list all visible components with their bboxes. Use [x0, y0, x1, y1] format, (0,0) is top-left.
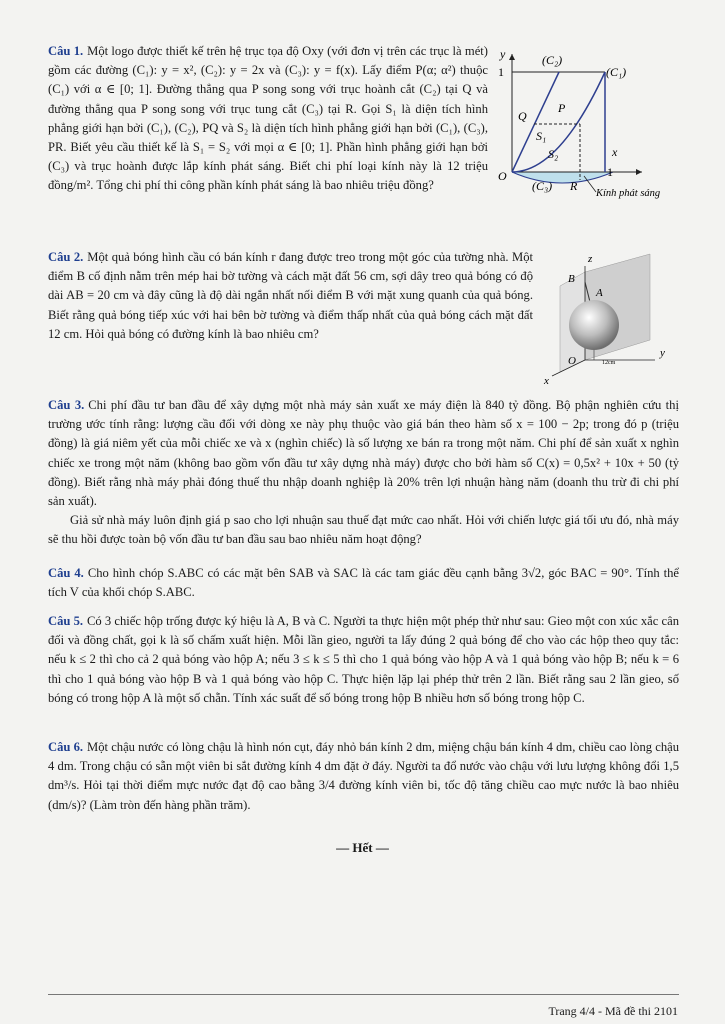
question-3-label: Câu 3. [48, 398, 85, 412]
question-2-label: Câu 2. [48, 250, 84, 264]
fig2-z-label: z [588, 253, 593, 265]
question-4 [48, 564, 679, 602]
fig1-s2-label: S₂ [548, 147, 559, 161]
end-marker: — Hết — [336, 840, 389, 855]
fig1-y-label: y [500, 47, 506, 61]
fig1-q-label: Q [518, 109, 527, 123]
logo-figure [492, 44, 682, 204]
page-footer: Trang 4/4 - Mã đề thi 2101 [548, 1004, 678, 1018]
fig2-measure-label: 12cm [602, 360, 616, 366]
fig1-tick-1-x: 1 [607, 165, 613, 179]
question-2-text: Một quả bóng hình cầu có bán kính r đang được treo trong một góc của tường nhà. Một điểm B cố định nằm trên mép hai bờ tường và cách mặt đất 56 cm, sợi dây treo quả bóng có độ dài AB = 20 cm và đây cũng là độ dài ngắn nhất nối điểm B với mặt xung quanh của quả bóng. Biết rằng quả bóng tiếp xúc với hai bên bờ tường và điểm thấp nhất của quả bóng cách mặt đất 12 cm. Hỏi quả bóng có đường kính là bao nhiêu cm? [48, 250, 533, 341]
fig2-o-label: O [568, 355, 576, 367]
question-3-text-1: Chi phí đầu tư ban đầu để xây dựng một nhà máy sản xuất xe máy điện là 840 tỷ đồng. Bộ phận nghiên cứu thị trường ước tính rằng: lượng cầu đối với dòng xe này phụ thuộc vào giá bán theo hàm số x = 100 − 2p; trong đó p (triệu đồng) là giá niêm yết của mỗi chiếc xe và x (nghìn chiếc) là số lượng xe bán ra trong một năm. Chi phí để sản xuất x nghìn chiếc xe trong một năm (không bao gồm vốn đầu tư xây dựng nhà máy) được cho bởi hàm số C(x) = 0,5x² + 10x + 50 (tỷ đồng). Biết rằng nhà máy phải đóng thuế thu nhập doanh nghiệp là 20% trên lợi nhuận hàng năm (doanh thu trừ đi chi phí sản xuất). [48, 398, 679, 509]
question-6 [48, 738, 679, 815]
ball-figure [530, 252, 690, 387]
question-1 [48, 42, 488, 196]
question-3-text-2: Giả sử nhà máy luôn định giá p sao cho lợi nhuận sau thuế đạt mức cao nhất. Hỏi với chiến lược giá tối ưu đó, nhà máy sẽ thu hồi được toàn bộ vốn đầu tư ban đầu sau bao nhiêu năm hoạt động? [48, 513, 679, 547]
fig1-c1-label: (C₁) [606, 65, 627, 79]
glass-region [512, 172, 613, 183]
fig1-c3-label: (C₃) [532, 179, 553, 193]
question-5 [48, 612, 679, 708]
fig2-b-label: B [568, 273, 575, 285]
fig1-s1-label: S₁ [536, 129, 547, 143]
question-1-label: Câu 1. [48, 44, 84, 58]
fig1-c2-label: (C₂) [542, 53, 563, 67]
footer-rule [48, 994, 679, 995]
y-axis-arrow [509, 54, 515, 60]
fig1-glass-label: Kính phát sáng [596, 188, 661, 199]
fig2-y-label: y [660, 347, 665, 359]
question-1-text: Một logo được thiết kế trên hệ trục tọa độ Oxy (với đơn vị trên các trục là mét) gồm các đường (C₁): y = x², (C₂): y = 2x và (C₃): y = f(x). Lấy điểm P(α; α²) thuộc (C₁) với α ∈ [0; 1]. Đường thẳng qua P song song với trục hoành cắt (C₂) tại Q và đường thẳng qua P song song với trục tung cắt (C₃) tại R. Gọi S₁ là diện tích hình phẳng giới hạn bởi (C₁), (C₂), PQ và S₂ là diện tích hình phẳng giới hạn bởi (C₁), (C₃), PR. Biết yêu cầu thiết kế là S₁ = S₂ với mọi α ∈ [0; 1]. Phần hình phẳng giới hạn bởi (C₃) và trục hoành được lắp kính phát sáng. Biết chi phí loại kính này là 12 triệu đồng/m². Tổng chi phí thi công phần kính phát sáng là bao nhiêu triệu đồng? [48, 44, 488, 193]
fig2-a-label: A [596, 287, 603, 299]
ball [569, 300, 619, 350]
x-axis-arrow [636, 169, 642, 175]
question-3 [48, 396, 679, 550]
fig2-x-label: x [544, 375, 549, 387]
question-6-label: Câu 6. [48, 740, 84, 754]
question-5-label: Câu 5. [48, 614, 84, 628]
question-4-text: Cho hình chóp S.ABC có các mặt bên SAB và SAC là các tam giác đều cạnh bằng 3√2, góc BAC = 90°. Tính thể tích V của khối chóp S.ABC. [48, 566, 679, 600]
fig1-x-label: x [612, 145, 618, 159]
question-4-label: Câu 4. [48, 566, 84, 580]
fig1-r-label: R [570, 179, 578, 193]
question-2 [48, 248, 533, 344]
fig1-p-label: P [558, 101, 566, 115]
fig1-origin-label: O [498, 169, 507, 183]
question-6-text: Một chậu nước có lòng chậu là hình nón cụt, đáy nhỏ bán kính 2 dm, miệng chậu bán kính 4 dm, chiều cao lòng chậu 4 dm. Trong chậu có sẵn một viên bi sắt đường kính 4 dm đặt ở đáy. Người ta đổ nước vào chậu với lưu lượng không đổi 1,5 dm³/s. Hỏi tại thời điểm mực nước đạt độ cao bằng 3/4 đường kính viên bi, tốc độ tăng chiều cao mực nước là bao nhiêu (dm/s)? (Làm tròn đến hàng phần trăm). [48, 740, 679, 812]
question-5-text: Có 3 chiếc hộp trống được ký hiệu là A, B và C. Người ta thực hiện một phép thử như sau: Gieo một con xúc xắc cân đối và đồng chất, gọi k là số chấm xuất hiện. Mỗi lần gieo, người ta lấy đúng 2 quả bóng để cho vào các hộp theo quy tắc: nếu k ≤ 2 thì cho cả 2 quả bóng vào hộp A; nếu 3 ≤ k ≤ 5 thì cho 1 quả bóng vào hộp A và 1 quả bóng vào hộp B; nếu k = 6 thì cho 1 quả bóng vào hộp B và 1 quả bóng vào hộp C. Thực hiện lặp lại phép thử trên 2 lần. Biết rằng sau 2 lần gieo, số bóng có trong hộp A là một số chẵn. Tính xác suất để số bóng trong hộp B nhiều hơn số bóng trong hộp C. [48, 614, 679, 705]
fig1-tick-1-y: 1 [498, 65, 504, 79]
